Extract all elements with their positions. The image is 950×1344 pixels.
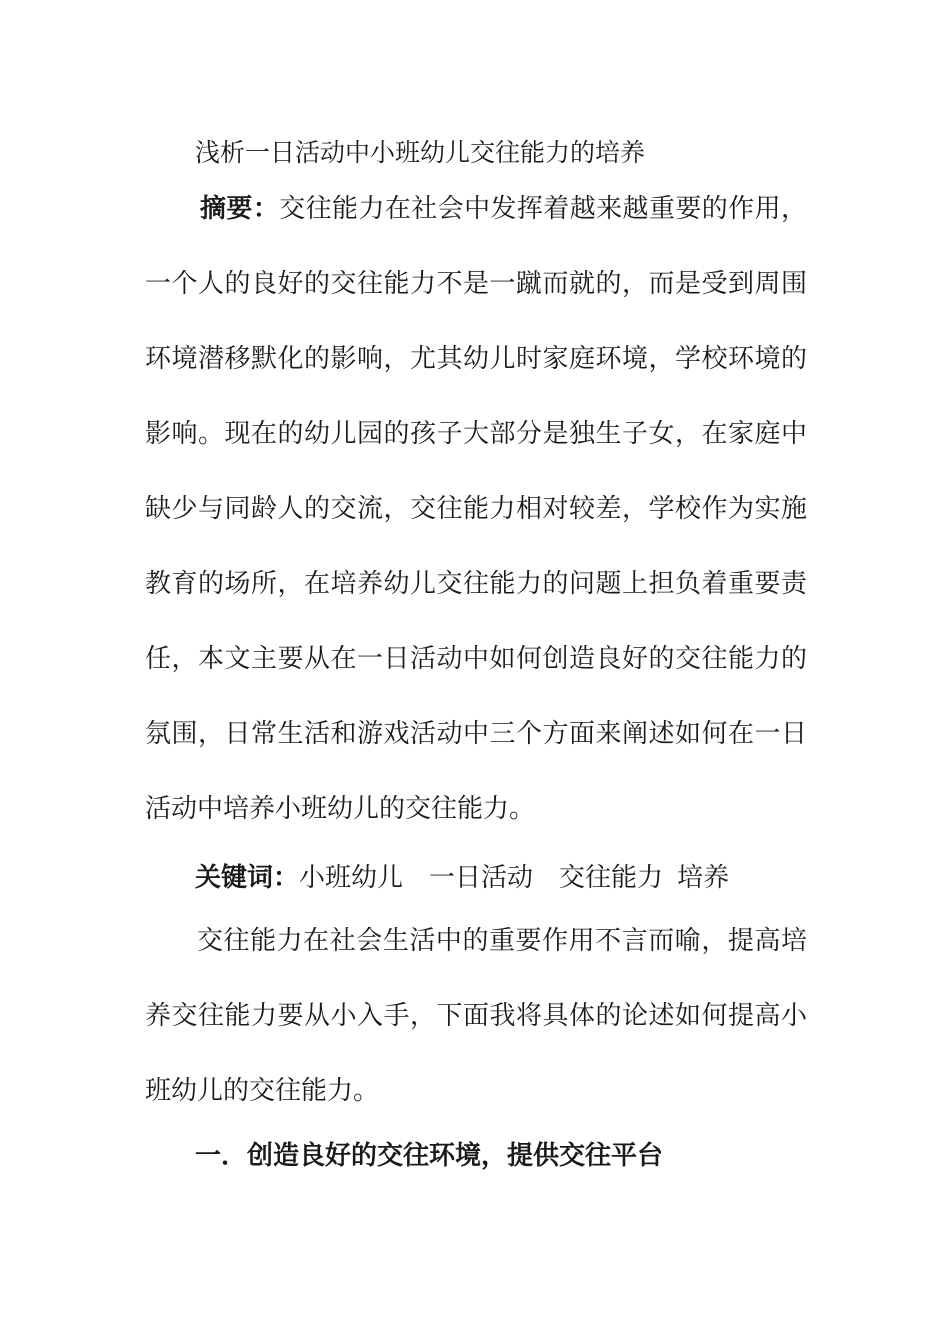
abstract-text: 交往能力在社会中发挥着越来越重要的作用，一个人的良好的交往能力不是一蹴而就的，而是受到周围环境潜移默化的影响，尤其幼儿时家庭环境，学校环境的影响。现在的幼儿园的孩子大部分是独生子女，在家庭中缺少与同龄人的交流，交往能力相对较差，学校作为实施教育的场所，在培养幼儿交往能力的问题上担负着重要责任，本文主要从在一日活动中如何创造良好的交往能力的氛围，日常生活和游戏活动中三个方面来阐述如何在一日活动中培养小班幼儿的交往能力。 bbox=[145, 194, 807, 824]
keyword-item: 交往能力 bbox=[559, 863, 664, 893]
keywords-label: 关键词： bbox=[195, 863, 300, 893]
abstract-paragraph bbox=[145, 172, 807, 847]
keyword-item: 培养 bbox=[677, 863, 730, 893]
document-title: 浅析一日活动中小班幼儿交往能力的培养 bbox=[195, 138, 646, 167]
intro-paragraph: 交往能力在社会生活中的重要作用不言而喻，提高培养交往能力要从小入手，下面我将具体的论述如何提高小班幼儿的交往能力。 bbox=[145, 926, 807, 1106]
abstract-label: 摘要： bbox=[200, 194, 280, 224]
keyword-item: 小班幼儿 bbox=[299, 863, 404, 893]
keywords-line bbox=[195, 858, 729, 898]
keyword-item: 一日活动 bbox=[429, 863, 534, 893]
section-heading: 一．创造良好的交往环境，提供交往平台 bbox=[195, 1141, 664, 1171]
